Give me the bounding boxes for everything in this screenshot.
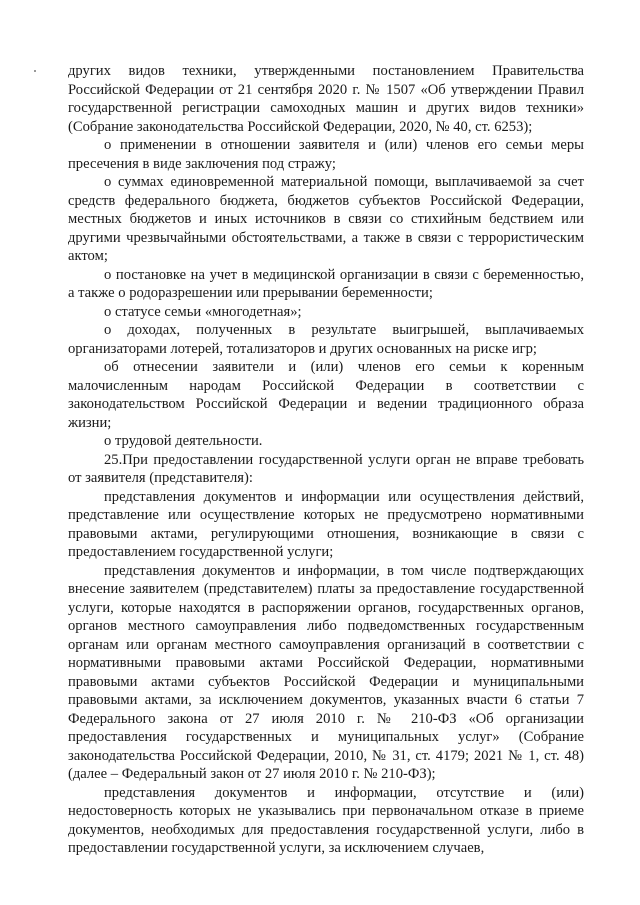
paragraph: о трудовой деятельности. (104, 433, 263, 449)
paragraph: о применении в отношении заявителя и (или) членов его семьи меры пресечения в виде заключения под стражу; (68, 137, 584, 172)
document-body (68, 62, 584, 858)
paragraph: о постановке на учет в медицинской организации в связи с беременностью, а также о родоразрешении или прерывании беременности; (68, 266, 584, 301)
paragraph: представления документов и информации или осуществления действий, представление или осуществление которых не предусмотрено нормативными правовыми актами, регулирующими отношения, возникающие в связи с предоставлением государственной услуги; (68, 488, 584, 560)
paragraph: 25.При предоставлении государственной услуги орган не вправе требовать от заявителя (представителя): (68, 451, 584, 486)
paragraph: об отнесении заявители и (или) членов его семьи к коренным малочисленным народам Российской Федерации в соответствии с законодательством Российской Федерации и ведении традиционного образа жизни; (68, 359, 584, 431)
paragraph: о статусе семьи «многодетная»; (104, 303, 302, 320)
paragraph: представления документов и информации, отсутствие и (или) недостоверность которых не указывались при первоначальном отказе в приеме документов, необходимых для предоставления государственной услуги, либо в предоставлении государственной услуги, за исключением случаев, (68, 784, 584, 856)
paragraph: о доходах, полученных в результате выигрышей, выплачиваемых организаторами лотерей, тотализаторов и других основанных на риске игр; (68, 322, 584, 357)
paragraph: других видов техники, утвержденными постановлением Правительства Российской Федерации от 21 сентября 2020 г. № 1507 «Об утверждении Правил государственной регистрации самоходных машин и других видов техники» (Собрание законодательства Российской Федерации, 2020, № 40, ст. 6253); (68, 63, 584, 135)
scan-speck (34, 70, 36, 72)
paragraph: представления документов и информации, в том числе подтверждающих внесение заявителем (представителем) платы за предоставление государственной услуги, которые находятся в распоряжении органов, государственных органов, органов местного самоуправления либо подведомственных государственным органам или органам местного самоуправления организаций в соответствии с нормативными правовыми актами Российской Федерации, нормативными правовыми актами субъектов Российской Федерации и муниципальными правовыми актами, за исключением документов, указанных вчасти 6 статьи 7 Федерального закона от 27 июля 2010 г. № 210-ФЗ «Об организации предоставления государственных и муниципальных услуг» (Собрание законодательства Российской Федерации, 2010, № 31, ст. 4179; 2021 № 1, ст. 48) (далее – Федеральный закон от 27 июля 2010 г. № 210-ФЗ); (68, 562, 584, 782)
paragraph: о суммах единовременной материальной помощи, выплачиваемой за счет средств федерального бюджета, бюджетов субъектов Российской Федерации, местных бюджетов и иных источников в связи со стихийным бедствием или другими чрезвычайными обстоятельствами, а также в связи с террористическим актом; (68, 174, 584, 264)
